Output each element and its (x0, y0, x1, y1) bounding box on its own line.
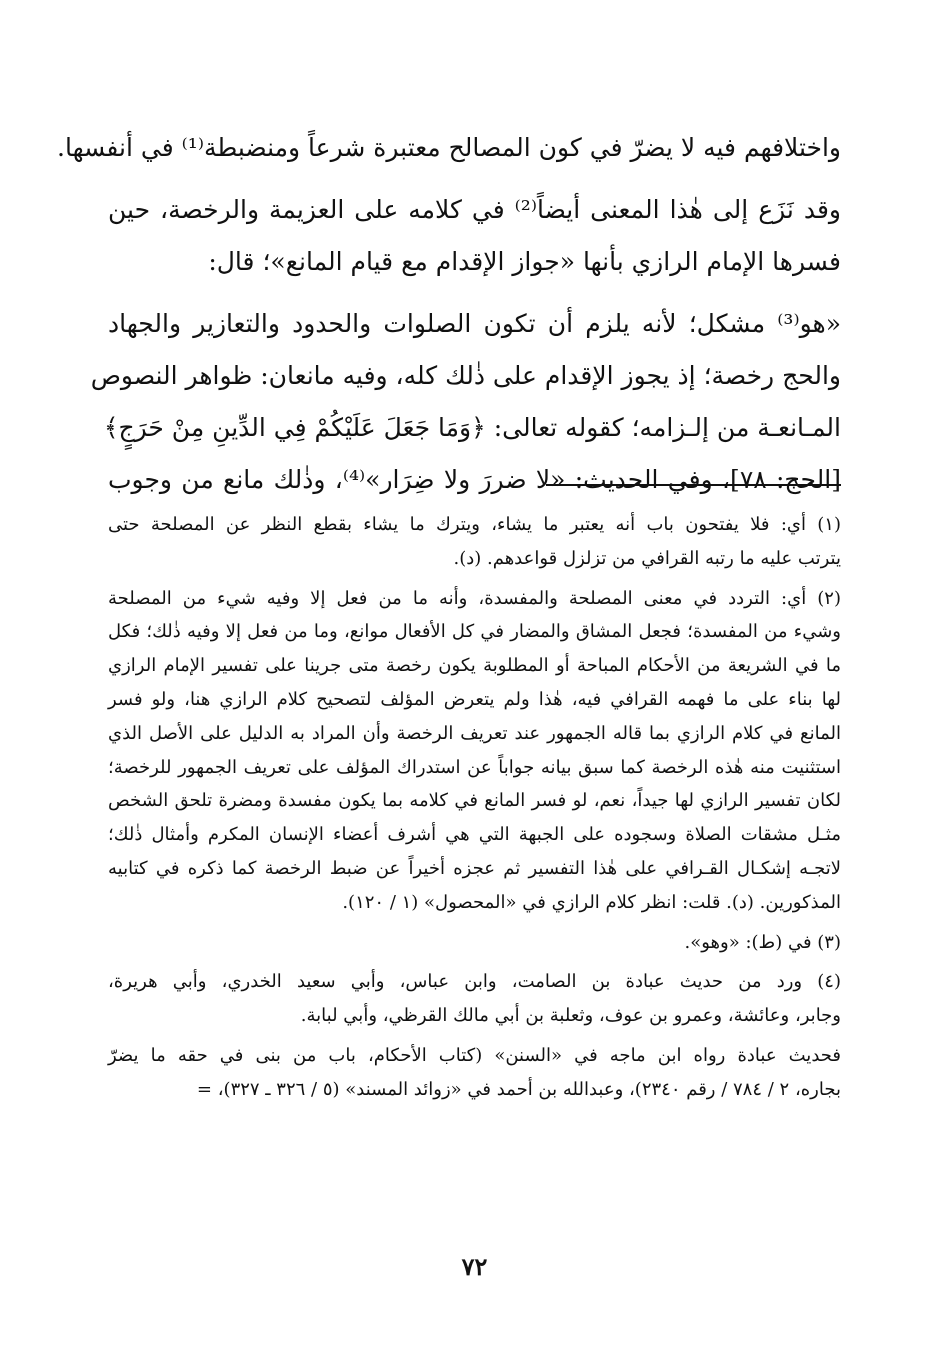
footnote-line: المانع في كلام الرازي بما قاله الجمهور عند تعريف الرخصة وأن المراد به الدليل على الأصل الذي (108, 722, 841, 744)
main-line: وقد نَزَع إلى هٰذا المعنى أيضاً⁽²⁾ في كلامه على العزيمة والرخصة، حين (108, 195, 841, 224)
page-number: ٧٢ (461, 1252, 488, 1281)
footnote-line: لاتجـه إشكـال القـرافي على هٰذا التفسير ثم عجزه أخيراً عن ضبط الرخصة كما ذكره في كتابيه (108, 857, 841, 879)
footnote-line: فحديث عبادة رواه ابن ماجه في «السنن» (كتاب الأحكام، باب من بنى في حقه ما يضرّ (108, 1044, 841, 1066)
paragraph-gap (108, 288, 841, 298)
footnotes (108, 508, 841, 1107)
footnote-line: لها بناء على ما فهمه القرافي فيه، هٰذا ولم يتعرض المؤلف لتصحيح كلام الرازي هنا، ولو فسر (108, 688, 841, 710)
footnote-4 (108, 965, 841, 1106)
footnote-line: المذكورين. (د). قلت: انظر كلام الرازي في «المحصول» (١ / ١٢٠). (342, 891, 841, 913)
footnote-line: لكان تفسير الرازي لها جيداً، نعم، لو فسر المانع في كلامه بما يكون مفسدة ومضرة تلحق الشخص (108, 790, 841, 812)
footnote-1 (108, 508, 841, 576)
main-line: والحج رخصة؛ إذ يجوز الإقدام على ذٰلك كله، وفيه مانعان: ظواهر النصوص (90, 361, 841, 390)
footnote-line: ما في الشريعة من الأحكام المباحة أو المطلوبة يكون رخصة متى جرينا على تفسير الإمام الرازي (108, 655, 841, 677)
footnote-line: (٢) أي: التردد في معنى المصلحة والمفسدة، وأنه ما من فعل إلا وفيه شيء من المصلحة (108, 587, 841, 609)
footnote-separator (546, 484, 841, 486)
footnote-line: مثـل مشقات الصلاة وسجوده على الجبهة التي هي أشرف أعضاء الإنسان المكرم وأمثال ذٰلك؛ (108, 824, 841, 846)
footnote-line: استثنيت منه هٰذه الرخصة كما سبق بيانه جواباً عن استدراك المؤلف على تعريف الجمهور للرخصة؛ (108, 756, 841, 778)
footnote-line: بجاره، ٢ / ٧٨٤ / رقم ٢٣٤٠)، وعبدالله بن أحمد في «زوائد المسند» (٥ / ٣٢٦ ـ ٣٢٧)، = (196, 1078, 841, 1100)
footnote-line: (٤) ورد من حديث عبادة بن الصامت، وابن عباس، وأبي سعيد الخدري، وأبي هريرة، (108, 971, 841, 993)
main-line: واختلافهم فيه لا يضرّ في كون المصالح معتبرة شرعاً ومنضبطة⁽¹⁾ في أنفسها. (57, 133, 841, 162)
footnote-line: يترتب عليه ما رتبه القرافي من تزلزل قواعدهم. (د). (453, 547, 841, 569)
footnote-3 (108, 926, 841, 960)
main-line: فسرها الإمام الرازي بأنها «جواز الإقدام مع قيام المانع»؛ قال: (208, 247, 841, 276)
main-line: «هو⁽³⁾ مشكل؛ لأنه يلزم أن تكون الصلوات والحدود والتعازير والجهاد (108, 309, 841, 338)
footnote-line: وجابر، وعائشة، وعمرو بن عوف، وثعلبة بن أبي مالك القرظي، وأبي لبابة. (300, 1005, 841, 1027)
footnote-2 (108, 582, 841, 920)
paragraph-gap (108, 174, 841, 184)
footnote-line: (٣) في (ط): «وهو». (684, 931, 841, 953)
footnote-line: وشيء من المفسدة؛ فجعل المشاق والمضار في كل الأفعال موانع، وما من فعل إلا وفيه ذٰلك؛ فكل (108, 621, 841, 643)
main-line: المـانعـة من إلـزامه؛ كقوله تعالى: ﴿وَمَا جَعَلَ عَلَيْكُمْ فِي الدِّينِ مِنْ حَرَجٍ﴾ (103, 413, 841, 442)
main-text (57, 122, 841, 506)
main-line: [الحج: ٧٨]، وفي الحديث: «لا ضررَ ولا ضِرَار»⁽⁴⁾، وذٰلك مانع من وجوب (108, 465, 841, 494)
footnote-line: (١) أي: فلا يفتحون باب أنه يعتبر ما يشاء، ويترك ما يشاء بقطع النظر عن المصلحة حتى (108, 514, 841, 535)
